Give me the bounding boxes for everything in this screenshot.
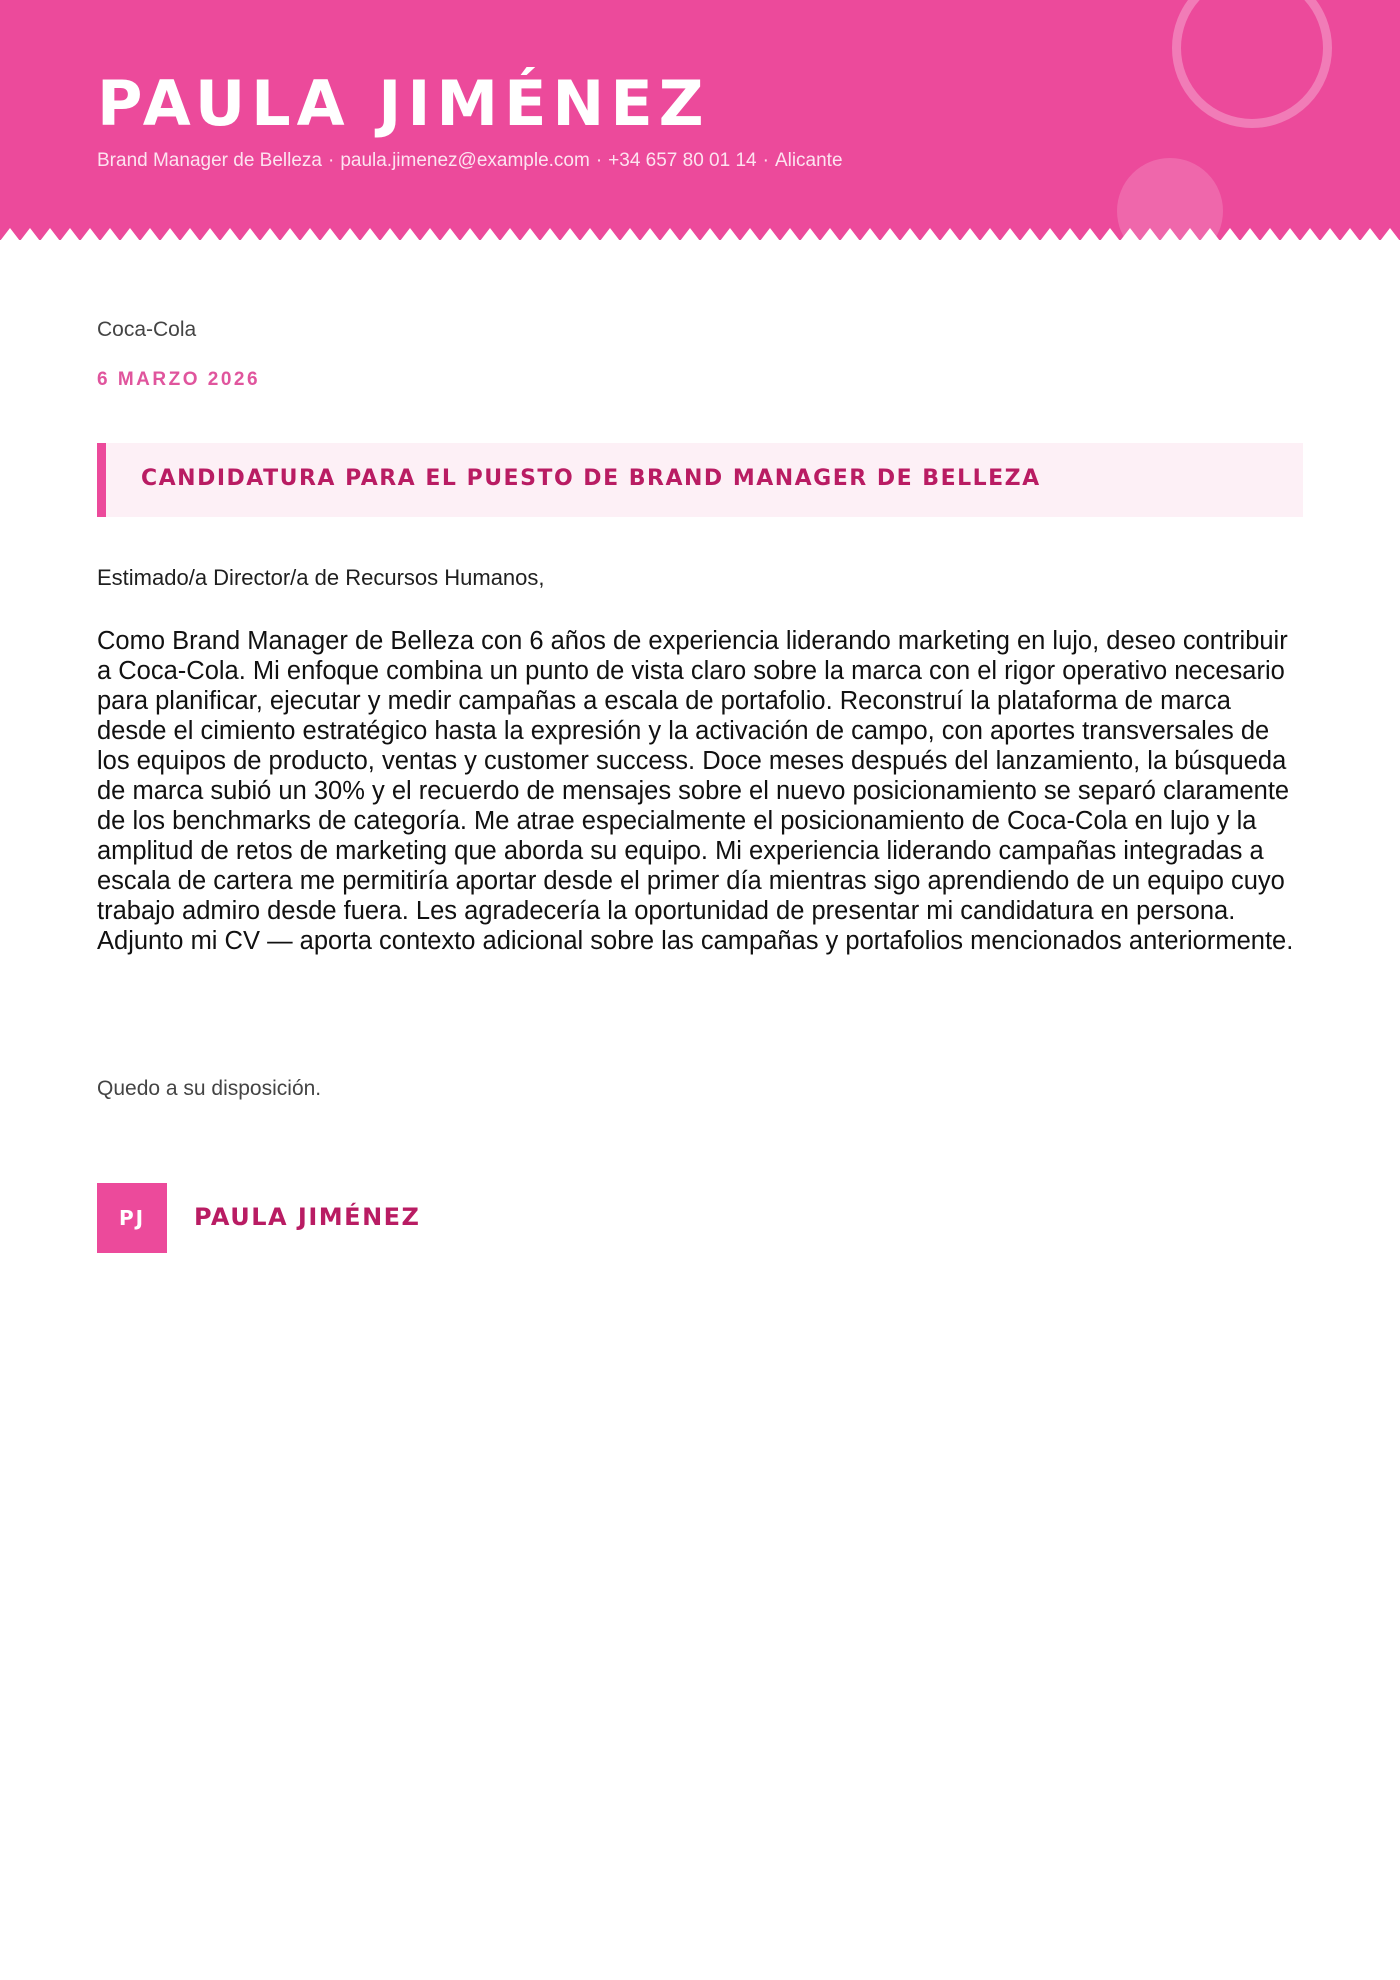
contact-phone[interactable]: +34 657 80 01 14	[608, 150, 757, 171]
contact-separator: ·	[595, 150, 603, 171]
contact-city: Alicante	[774, 150, 843, 171]
subject-banner	[97, 443, 1303, 517]
contact-separator: ·	[327, 150, 335, 171]
signature-monogram: PJ	[97, 1183, 167, 1253]
applicant-name: PAULA JIMÉNEZ	[97, 67, 710, 140]
signature-name: PAULA JIMÉNEZ	[194, 1203, 421, 1231]
header-banner	[0, 0, 1400, 240]
contact-role: Brand Manager de Belleza	[97, 150, 322, 171]
contact-line	[97, 150, 843, 172]
recipient-company: Coca-Cola	[97, 318, 197, 341]
decorative-ring	[1172, 0, 1332, 128]
closing-line: Quedo a su disposición.	[97, 1077, 322, 1100]
letter-subject: CANDIDATURA PARA EL PUESTO DE BRAND MANAGER DE BELLEZA	[141, 466, 1041, 491]
letter-date: 6 MARZO 2026	[97, 369, 261, 390]
salutation: Estimado/a Director/a de Recursos Humanos,	[97, 565, 545, 590]
contact-separator: ·	[762, 150, 769, 171]
zigzag-edge	[0, 225, 1400, 240]
letter-body: Como Brand Manager de Belleza con 6 años de experiencia liderando marketing en lujo, deseo contribuir a Coca-Cola. Mi enfoque combina un punto de vista claro sobre la marca con el rigor operativo necesario para planificar, ejecutar y medir campañas a escala de portafolio. Reconstruí la plataforma de marca desde el cimiento estratégico hasta la expresión y la activación de campo, con aportes transversales de los equipos de producto, ventas y customer success. Doce meses después del lanzamiento, la búsqueda de marca subió un 30% y el recuerdo de mensajes sobre el nuevo posicionamiento se separó claramente de los benchmarks de categoría. Me atrae especialmente el posicionamiento de Coca-Cola en lujo y la amplitud de retos de marketing que aborda su equipo. Mi experiencia liderando campañas integradas a escala de cartera me permitiría aportar desde el primer día mientras sigo aprendiendo de un equipo cuyo trabajo admiro desde fuera. Les agradecería la oportunidad de presentar mi candidatura en persona. Adjunto mi CV — aporta contexto adicional sobre las campañas y portafolios mencionados anteriormente.	[97, 627, 1294, 955]
contact-email[interactable]: paula.jimenez@example.com	[340, 150, 590, 171]
